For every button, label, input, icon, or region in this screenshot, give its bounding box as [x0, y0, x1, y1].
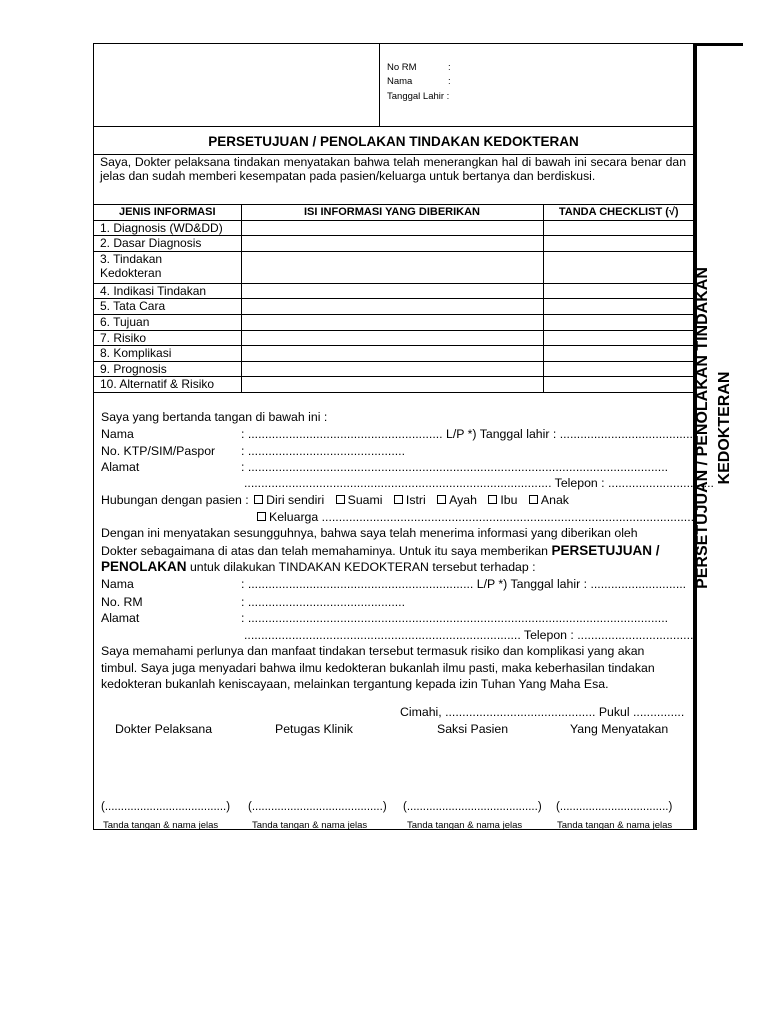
alamat-telepon-field[interactable]: .......................................................................................... Telepon : ............................... [244, 476, 714, 490]
table-row [94, 299, 694, 315]
option-label: Ibu [500, 493, 518, 507]
role-saksi: Saksi Pasien [437, 722, 509, 736]
signature-caption: Tanda tangan & nama jelas [103, 820, 219, 831]
checklist-cell[interactable] [543, 251, 694, 283]
option-label: Anak [540, 493, 569, 507]
nama-field[interactable]: : ......................................................... L/P *) Tanggal lahir : ....................................... [241, 427, 693, 441]
option-label: Istri [405, 493, 426, 507]
information-table [94, 204, 694, 393]
checklist-cell[interactable] [543, 377, 694, 393]
column-header: TANDA CHECKLIST (√) [543, 205, 694, 221]
checklist-cell[interactable] [543, 361, 694, 377]
info-given-cell[interactable] [241, 314, 543, 330]
info-type: 5. Tata Cara [94, 299, 241, 315]
consent-form [93, 43, 714, 831]
side-title-line: PERSETUJUAN / PENOLAKAN TINDAKAN [694, 267, 711, 589]
checkbox-anak[interactable] [529, 495, 538, 504]
keluarga-row [255, 510, 694, 524]
signature-blank[interactable]: (.........................................) [403, 801, 542, 813]
checkbox-diri-sendiri[interactable] [254, 495, 263, 504]
info-type: 7. Risiko [94, 330, 241, 346]
info-given-cell[interactable] [241, 236, 543, 252]
table-row [94, 377, 694, 393]
table-row [94, 314, 694, 330]
patient-rm-label: No. RM [101, 595, 143, 609]
relationship-label: Hubungan dengan pasien : [101, 493, 249, 507]
checkbox-ayah[interactable] [437, 495, 446, 504]
colon: : [448, 62, 451, 73]
logo-area [94, 44, 380, 126]
no-rm-label: No RM [387, 62, 417, 73]
checklist-cell[interactable] [543, 299, 694, 315]
side-title-line: KEDOKTERAN [716, 371, 733, 485]
signature-caption: Tanda tangan & nama jelas [557, 820, 673, 831]
checkbox-ibu[interactable] [488, 495, 497, 504]
info-type: 9. Prognosis [94, 361, 241, 377]
option-label: Diri sendiri [266, 493, 325, 507]
ktp-label: No. KTP/SIM/Paspor [101, 444, 216, 458]
signature-blank[interactable]: (.........................................) [248, 801, 387, 813]
signature-blank[interactable]: (......................................) [101, 801, 231, 813]
table-row [94, 330, 694, 346]
patient-rm-field[interactable]: : .............................................. [241, 595, 405, 609]
patient-alamat-field[interactable]: : ........................................................................................................................... [241, 611, 669, 625]
info-given-cell[interactable] [241, 330, 543, 346]
patient-nama-label: Nama [101, 577, 134, 591]
signer-intro: Saya yang bertanda tangan di bawah ini : [101, 410, 328, 424]
declaration-text: untuk dilakukan TINDAKAN KEDOKTERAN tersebut terhadap : [189, 560, 536, 574]
relationship-row [101, 493, 569, 507]
table-row [94, 236, 694, 252]
checklist-cell[interactable] [543, 236, 694, 252]
table-row [94, 251, 694, 283]
option-label: Ayah [449, 493, 477, 507]
checkbox-suami[interactable] [336, 495, 345, 504]
declaration-line: Dengan ini menyatakan sesungguhnya, bahwa saya telah menerima informasi yang diberikan oleh [101, 526, 638, 540]
ktp-field[interactable]: : .............................................. [241, 444, 405, 458]
checklist-cell[interactable] [543, 314, 694, 330]
signature-caption: Tanda tangan & nama jelas [252, 820, 368, 831]
info-given-cell[interactable] [241, 361, 543, 377]
column-header: ISI INFORMASI YANG DIBERIKAN [241, 205, 543, 221]
alamat-label: Alamat [101, 460, 140, 474]
persetujuan-label: PERSETUJUAN / [551, 543, 660, 558]
info-type: 10. Alternatif & Risiko [94, 377, 241, 393]
table-row [94, 361, 694, 377]
info-type: 4. Indikasi Tindakan [94, 283, 241, 299]
checklist-cell[interactable] [543, 220, 694, 236]
role-petugas: Petugas Klinik [275, 722, 353, 736]
checkbox-keluarga[interactable] [257, 512, 266, 521]
tanggal-lahir-label: Tanggal Lahir : [387, 91, 450, 102]
info-type: 2. Dasar Diagnosis [94, 236, 241, 252]
declaration-text: Dokter sebagaimana di atas dan telah memahaminya. Untuk itu saya memberikan [101, 544, 549, 558]
info-type-line: 3. Tindakan [100, 251, 163, 266]
table-row [94, 283, 694, 299]
checklist-cell[interactable] [543, 330, 694, 346]
role-menyatakan: Yang Menyatakan [570, 722, 669, 736]
understanding-line: kedokteran bukanlah keniscayaan, melainkan tergantung kepada izin Tuhan Yang Maha Esa. [101, 677, 609, 691]
keluarga-field[interactable]: Keluarga ............................................................................................................. [269, 510, 695, 524]
signature-blank[interactable]: (..................................) [556, 801, 673, 813]
info-type: 1. Diagnosis (WD&DD) [94, 220, 241, 236]
form-title: PERSETUJUAN / PENOLAKAN TINDAKAN KEDOKTERAN [94, 127, 693, 155]
patient-nama-field[interactable]: : .................................................................. L/P *) Tanggal lahir : ............................ [241, 577, 687, 591]
option-label: Suami [347, 493, 383, 507]
declaration-line [101, 543, 659, 558]
doctor-statement: Saya, Dokter pelaksana tindakan menyatakan bahwa telah menerangkan hal di bawah ini secara benar dan jelas dan sudah memberi kesempatan pada pasien/keluarga untuk bertanya dan berdiskusi. [100, 155, 686, 183]
info-type [94, 251, 241, 283]
understanding-line: Saya memahami perlunya dan manfaat tindakan tersebut termasuk risiko dan komplikasi yang akan [101, 644, 645, 658]
colon: : [448, 76, 451, 87]
signature-caption: Tanda tangan & nama jelas [407, 820, 523, 831]
info-given-cell[interactable] [241, 346, 543, 362]
info-given-cell[interactable] [241, 377, 543, 393]
checklist-cell[interactable] [543, 346, 694, 362]
table-row [94, 220, 694, 236]
nama-label: Nama [101, 427, 134, 441]
info-type: 6. Tujuan [94, 314, 241, 330]
form-header [94, 44, 693, 127]
alamat-field[interactable]: : ........................................................................................................................... [241, 460, 669, 474]
checklist-cell[interactable] [543, 283, 694, 299]
patient-alamat-label: Alamat [101, 611, 140, 625]
info-given-cell[interactable] [241, 220, 543, 236]
patient-alamat-telepon-field[interactable]: ................................................................................. Telepon : .................................. [244, 628, 694, 642]
info-type-line: Kedokteran [100, 265, 162, 280]
info-type: 8. Komplikasi [94, 346, 241, 362]
penolakan-label: PENOLAKAN [101, 559, 187, 574]
declaration-line [101, 559, 536, 574]
info-given-cell[interactable] [241, 283, 543, 299]
role-dokter: Dokter Pelaksana [115, 722, 213, 736]
table-row [94, 346, 694, 362]
understanding-line: timbul. Saya juga menyadari bahwa ilmu kedokteran bukanlah ilmu pasti, maka keberhasilan tindakan [101, 661, 655, 675]
info-given-cell[interactable] [241, 251, 543, 283]
info-given-cell[interactable] [241, 299, 543, 315]
column-header: JENIS INFORMASI [94, 205, 241, 221]
side-title [692, 258, 740, 598]
nama-label: Nama [387, 76, 413, 87]
place-time[interactable]: Cimahi, ............................................ Pukul ............... [400, 705, 685, 719]
table-header-row [94, 205, 694, 221]
checkbox-istri[interactable] [394, 495, 403, 504]
